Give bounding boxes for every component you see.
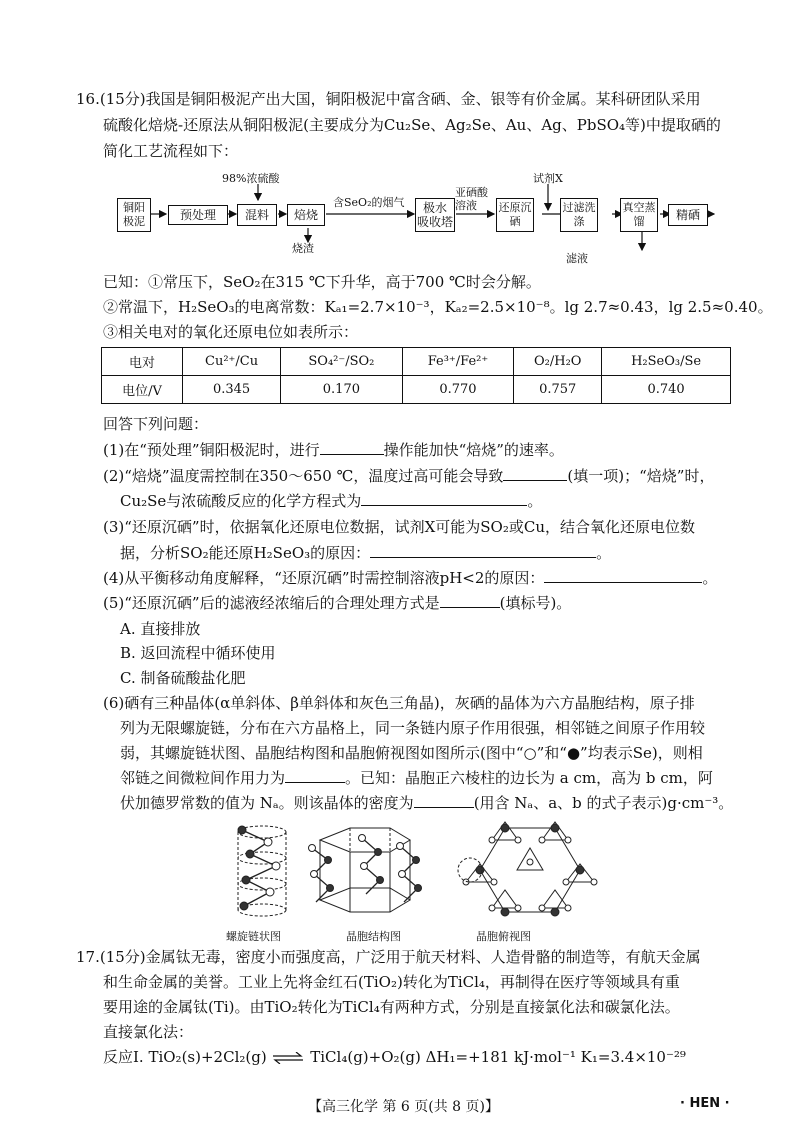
question-2-cont [120, 491, 542, 511]
question-6-line5 [120, 793, 733, 813]
q2-text-d: 。 [527, 492, 543, 510]
question-4 [103, 568, 717, 588]
flow-box-reduce-se: 还原沉硒 [496, 198, 534, 232]
q16-line2: 硫酸化焙烧-还原法从铜阳极泥(主要成分为Cu₂Se、Ag₂Se、Au、Ag、PbSO₄等)中提取硒的 [103, 116, 721, 134]
option-a: A. 直接排放 [120, 620, 201, 638]
answer-blank[interactable] [361, 491, 527, 506]
q16-line1: 16.(15分)我国是铜阳极泥产出大国，铜阳极泥中富含硒、金、银等有价金属。某科研团队采用 [76, 90, 701, 108]
answer-blank[interactable] [320, 440, 384, 455]
answer-blank[interactable] [370, 543, 596, 558]
fig-label-cell-structure: 晶胞结构图 [346, 930, 401, 943]
question-6-line2: 列为无限螺旋链，分布在六方晶格上，同一条链内原子作用很强，相邻链之间原子作用较 [120, 719, 706, 737]
table-cell: 0.770 [402, 376, 514, 404]
q2-text-c: Cu₂Se与浓硫酸反应的化学方程式为 [120, 492, 362, 510]
flow-box-roast: 焙烧 [287, 204, 325, 226]
table-header-row [102, 348, 731, 376]
question-3: (3)“还原沉硒”时，依据氧化还原电位数据，试剂X可能为SO₂或Cu，结合氧化还原电位数 [103, 518, 695, 536]
q4-text-b: 。 [702, 569, 718, 587]
q4-text-a: (4)从平衡移动角度解释，“还原沉硒”时需控制溶液pH<2的原因： [103, 569, 545, 587]
q17-line3: 要用途的金属钛(Ti)。由TiO₂转化为TiCl₄有两种方式，分别是直接氯化法和碳氯化法。 [103, 998, 680, 1016]
label-conc-sulfuric-acid: 98%浓硫酸 [222, 172, 280, 185]
question-1 [103, 440, 564, 460]
table-cell: O₂/H₂O [514, 348, 602, 376]
table-cell: 电对 [102, 348, 183, 376]
answer-blank[interactable] [544, 568, 702, 583]
q17-reaction-1 [103, 1047, 686, 1067]
footer-code: · HEN · [680, 1096, 730, 1111]
known-1: 已知：①常压下，SeO₂在315 ℃下升华，高于700 ℃时会分解。 [103, 273, 541, 291]
equilibrium-arrow-icon [271, 1052, 305, 1064]
absorber-top-label: 极水 [422, 201, 447, 215]
fig-label-top-view: 晶胞俯视图 [476, 930, 531, 943]
label-seo2-flue-gas: 含SeO₂的烟气 [333, 196, 405, 209]
redox-potential-table [101, 347, 731, 404]
table-cell: 电位/V [102, 376, 183, 404]
question-6-line4 [120, 768, 713, 788]
q2-text-a: (2)“焙烧”温度需控制在350～650 ℃，温度过高可能会导致 [103, 467, 504, 485]
label-reagent-x: 试剂X [533, 172, 563, 185]
q6-text-b: 。已知：晶胞正六棱柱的边长为 a cm，高为 b cm，阿 [345, 769, 713, 787]
table-cell: 0.740 [602, 376, 731, 404]
q1-text-b: 操作能加快“焙烧”的速率。 [383, 441, 564, 459]
table-cell: H₂SeO₃/Se [602, 348, 731, 376]
answer-blank[interactable] [503, 466, 567, 481]
reaction-1-products: TiCl₄(g)+O₂(g) ΔH₁=+181 kJ·mol⁻¹ K₁=3.4×10⁻²⁹ [310, 1048, 686, 1066]
label-selenite-solution: 亚硒酸溶液 [455, 186, 488, 212]
table-cell: 0.757 [514, 376, 602, 404]
label-filtrate: 滤液 [566, 252, 588, 265]
question-5 [103, 593, 571, 613]
flow-box-vacuum-distill: 真空蒸馏 [620, 198, 658, 232]
fig-label-helix: 螺旋链状图 [226, 930, 281, 943]
helix-chain-figure [238, 826, 286, 916]
flow-box-absorber [415, 198, 455, 232]
q1-text-a: (1)在“预处理”铜阳极泥时，进行 [103, 441, 320, 459]
unit-cell-top-view-figure [458, 822, 597, 916]
q17-line1: 17.(15分)金属钛无毒，密度小而强度高，广泛用于航天材料、人造骨骼的制造等，有航天金属 [76, 948, 701, 966]
table-cell: 0.170 [281, 376, 403, 404]
flow-box-mix: 混料 [237, 204, 277, 226]
q3-text-c: 。 [596, 544, 612, 562]
table-cell: 0.345 [183, 376, 281, 404]
table-cell: SO₄²⁻/SO₂ [281, 348, 403, 376]
answer-blank[interactable] [440, 593, 500, 608]
question-6-line1: (6)硒有三种晶体(α单斜体、β单斜体和灰色三角晶)，灰硒的晶体为六方晶胞结构，原子排 [103, 694, 695, 712]
crystal-figures [220, 818, 610, 928]
absorber-label: 吸收塔 [416, 215, 453, 229]
q6-text-d: (用含 Nₐ、a、b 的式子表示)g·cm⁻³。 [473, 794, 734, 812]
answer-blank[interactable] [285, 768, 345, 783]
table-cell: Fe³⁺/Fe²⁺ [402, 348, 514, 376]
question-3-cont [120, 543, 611, 563]
table-cell: Cu²⁺/Cu [183, 348, 281, 376]
option-b: B. 返回流程中循环使用 [120, 644, 276, 662]
option-c: C. 制备硫酸盐化肥 [120, 669, 246, 687]
reaction-1-reactants: 反应Ⅰ. TiO₂(s)+2Cl₂(g) [103, 1048, 267, 1066]
q6-text-a: 邻链之间微粒间作用力为 [120, 769, 286, 787]
flow-box-anode-slime: 铜阳极泥 [117, 198, 151, 232]
q17-line4: 直接氯化法： [103, 1023, 194, 1041]
q2-text-b: (填一项)；“焙烧”时， [567, 467, 715, 485]
flow-box-filter-wash: 过滤洗涤 [560, 198, 598, 232]
page-footer: 【高三化学 第 6 页(共 8 页)】 [308, 1099, 499, 1115]
label-roast-slag: 烧渣 [292, 242, 314, 255]
known-3: ③相关电对的氧化还原电位如表所示： [103, 323, 359, 341]
q3-text-b: 据，分析SO₂能还原H₂SeO₃的原因： [120, 544, 371, 562]
q16-line3: 简化工艺流程如下： [103, 142, 239, 160]
q17-line2: 和生命金属的美誉。工业上先将金红石(TiO₂)转化为TiCl₄，再制得在医疗等领域具有重 [103, 973, 680, 991]
unit-cell-structure-figure [309, 828, 422, 912]
flow-box-refined-se: 精硒 [668, 204, 708, 226]
answer-intro: 回答下列问题： [103, 415, 209, 433]
table-row [102, 376, 731, 404]
answer-blank[interactable] [414, 793, 474, 808]
q5-text-a: (5)“还原沉硒”后的滤液经浓缩后的合理处理方式是 [103, 594, 440, 612]
q5-text-b: (填标号)。 [499, 594, 572, 612]
flow-box-pretreat: 预处理 [168, 205, 228, 225]
question-2 [103, 466, 714, 486]
known-2: ②常温下，H₂SeO₃的电离常数：Kₐ₁=2.7×10⁻³，Kₐ₂=2.5×10⁻⁸。lg 2.7≈0.43，lg 2.5≈0.40。 [103, 298, 773, 316]
q6-text-c: 伏加德罗常数的值为 Nₐ。则该晶体的密度为 [120, 794, 414, 812]
question-6-line3: 弱，其螺旋链状图、晶胞结构图和晶胞俯视图如图所示(图中“○”和“●”均表示Se)，则相 [120, 744, 703, 762]
